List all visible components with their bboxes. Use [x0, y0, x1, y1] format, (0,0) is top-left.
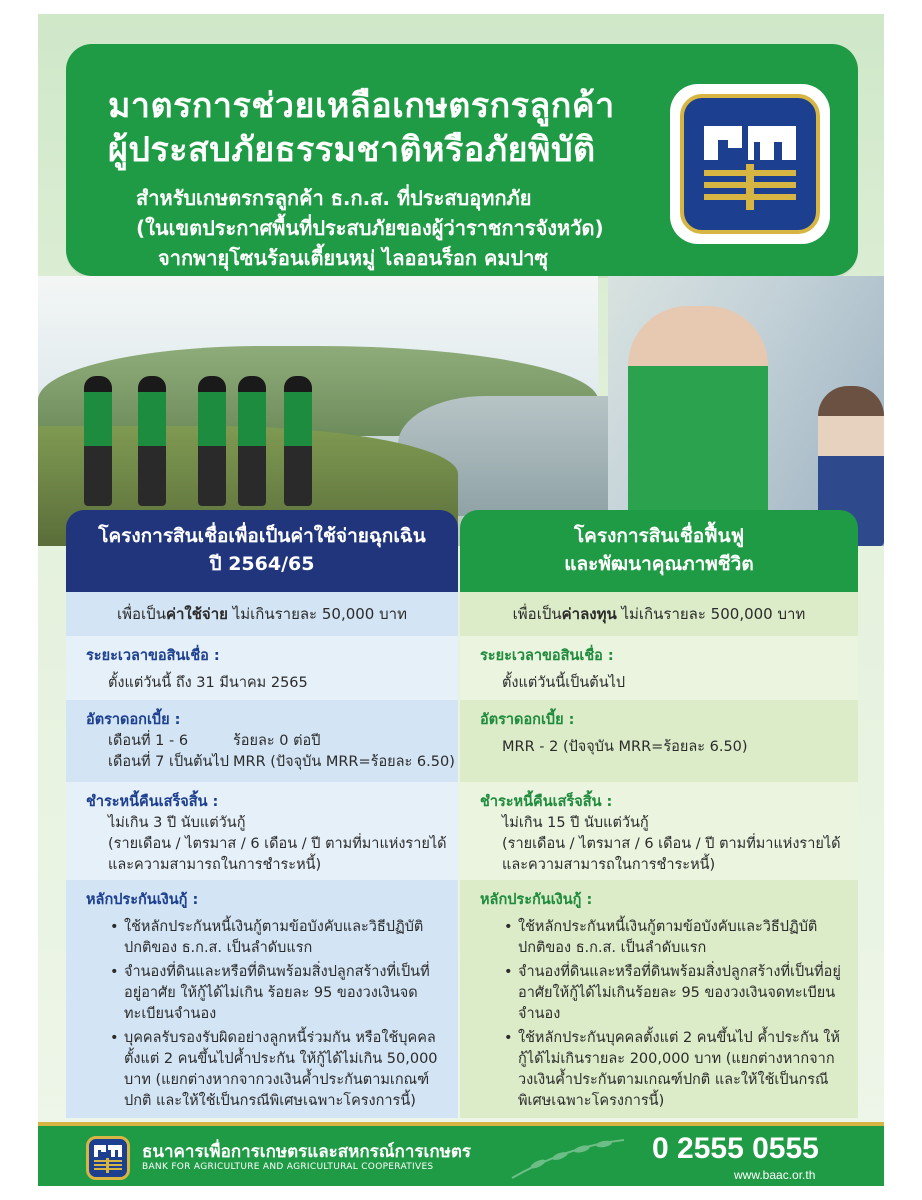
right-rate-section: อัตราดอกเบี้ย : MRR - 2 (ปัจจุบัน MRR=ร้อยละ 6.50) [460, 700, 858, 782]
list-item: • ใช้หลักประกันบุคคลตั้งแต่ 2 คนขึ้นไป ค้ำประกัน ให้กู้ได้ไม่เกินรายละ 200,000 บาท (แยกต่างหากจากวงเงินค้ำประกันตามเกณฑ์ปกติ และให้ใช้เป็นกรณีพิเศษเฉพาะโครงการนี้) [518, 1028, 846, 1112]
contact-phone: 0 2555 0555 [652, 1132, 819, 1165]
left-amount: เพื่อเป็นค่าใช้จ่าย ไม่เกินรายละ 50,000 บาท [66, 592, 458, 636]
list-item: • จำนองที่ดินและหรือที่ดินพร้อมสิ่งปลูกสร้างที่เป็นที่อยู่อาศัย ให้กู้ได้ไม่เกิน ร้อยละ 95 ของวงเงินจดทะเบียนจำนอง [124, 962, 446, 1025]
bank-name-thai: ธนาคารเพื่อการเกษตรและสหกรณ์การเกษตร [142, 1142, 472, 1162]
list-item: • ใช้หลักประกันหนี้เงินกู้ตามข้อบังคับและวิธีปฏิบัติ ปกติของ ธ.ก.ส. เป็นลำดับแรก [124, 917, 446, 959]
left-collateral-list [86, 917, 446, 1112]
website-url[interactable]: www.baac.or.th [734, 1168, 816, 1182]
left-rate-section: อัตราดอกเบี้ย : เดือนที่ 1 - 6 ร้อยละ 0 ต่อปี เดือนที่ 7 เป็นต้นไป MRR (ปัจจุบัน MRR=ร้อยละ 6.50) [66, 700, 458, 782]
list-item: • บุคคลรับรองรับผิดอย่างลูกหนี้ร่วมกัน หรือใช้บุคคลตั้งแต่ 2 คนขึ้นไปค้ำประกัน ให้กู้ได้ไม่เกิน 50,000 บาท (แยกต่างหากจากวงเงินค้ำประกันตามเกณฑ์ปกติ และให้ใช้เป็นกรณีพิเศษเฉพาะโครงการนี้) [124, 1028, 446, 1112]
subtitle-line-2: (ในเขตประกาศพื้นที่ประสบภัยของผู้ว่าราชการจังหวัด) [136, 216, 604, 240]
footer-bar [38, 1122, 884, 1186]
poster [38, 14, 884, 1186]
rate-row-1: เดือนที่ 1 - 6 ร้อยละ 0 ต่อปี [108, 733, 321, 749]
flood-photo-collage [38, 276, 884, 546]
baac-footer-logo-icon [86, 1136, 130, 1180]
rice-stalk-icon [508, 1136, 628, 1182]
list-item: • ใช้หลักประกันหนี้เงินกู้ตามข้อบังคับและวิธีปฏิบัติ ปกติของ ธ.ก.ส. เป็นลำดับแรก [518, 917, 846, 959]
right-repay-section: ชำระหนี้คืนเสร็จสิ้น : ไม่เกิน 15 ปี นับแต่วันกู้ (รายเดือน / ไตรมาส / 6 เดือน / ปี ตามที่มาแห่งรายได้ และความสามารถในการชำระหนี้) [460, 782, 858, 880]
title-line-1: มาตรการช่วยเหลือเกษตรกรลูกค้า [108, 86, 615, 126]
title-line-2: ผู้ประสบภัยธรรมชาติหรือภัยพิบัติ [108, 130, 596, 170]
right-program-heading: โครงการสินเชื่อฟื้นฟู และพัฒนาคุณภาพชีวิต [460, 510, 858, 592]
bank-name-english: BANK FOR AGRICULTURE AND AGRICULTURAL COOPERATIVES [142, 1162, 434, 1172]
left-period-section: ระยะเวลาขอสินเชื่อ : ตั้งแต่วันนี้ ถึง 31 มีนาคม 2565 [66, 636, 458, 700]
right-amount: เพื่อเป็นค่าลงทุน ไม่เกินรายละ 500,000 บาท [460, 592, 858, 636]
baac-logo [670, 84, 830, 244]
subtitle-line-1: สำหรับเกษตรกรลูกค้า ธ.ก.ส. ที่ประสบอุทกภัย [136, 186, 532, 210]
right-collateral-list [480, 917, 846, 1112]
rate-row-2: เดือนที่ 7 เป็นต้นไป MRR (ปัจจุบัน MRR=ร้อยละ 6.50) [108, 754, 455, 770]
left-program-heading: โครงการสินเชื่อเพื่อเป็นค่าใช้จ่ายฉุกเฉิน ปี 2564/65 [66, 510, 458, 592]
right-collateral-section: หลักประกันเงินกู้ : • ใช้หลักประกันหนี้เงินกู้ตามข้อบังคับและวิธีปฏิบัติ ปกติของ ธ.ก.ส. เป็นลำดับแรก • จำนองที่ดินและหรือที่ดินพร้อมสิ่งปลูกสร้างที่เป็นที่อยู่อาศัยให้กู้ได้ไม่เกินร้อยละ 95 ของวงเงินจดทะเบียนจำนอง • ใช้หลักประกันบุคคลตั้งแต่ 2 คนขึ้นไป ค้ำประกัน ให้กู้ได้ไม่เกินรายละ 200,000 บาท (แยกต่างหากจากวงเงินค้ำประกันตามเกณฑ์ปกติ และให้ใช้เป็นกรณีพิเศษเฉพาะโครงการนี้) [460, 880, 858, 1118]
list-item: • จำนองที่ดินและหรือที่ดินพร้อมสิ่งปลูกสร้างที่เป็นที่อยู่อาศัยให้กู้ได้ไม่เกินร้อยละ 95 ของวงเงินจดทะเบียนจำนอง [518, 962, 846, 1025]
left-repay-section: ชำระหนี้คืนเสร็จสิ้น : ไม่เกิน 3 ปี นับแต่วันกู้ (รายเดือน / ไตรมาส / 6 เดือน / ปี ตามที่มาแห่งรายได้ และความสามารถในการชำระหนี้) [66, 782, 458, 880]
header-banner [66, 44, 858, 276]
subtitle-line-3: จากพายุโซนร้อนเตี้ยนหมู่ ไลออนร็อก คมปาซุ [158, 246, 549, 270]
left-collateral-section: หลักประกันเงินกู้ : • ใช้หลักประกันหนี้เงินกู้ตามข้อบังคับและวิธีปฏิบัติ ปกติของ ธ.ก.ส. เป็นลำดับแรก • จำนองที่ดินและหรือที่ดินพร้อมสิ่งปลูกสร้างที่เป็นที่อยู่อาศัย ให้กู้ได้ไม่เกิน ร้อยละ 95 ของวงเงินจดทะเบียนจำนอง • บุคคลรับรองรับผิดอย่างลูกหนี้ร่วมกัน หรือใช้บุคคลตั้งแต่ 2 คนขึ้นไปค้ำประกัน ให้กู้ได้ไม่เกิน 50,000 บาท (แยกต่างหากจากวงเงินค้ำประกันตามเกณฑ์ปกติ และให้ใช้เป็นกรณีพิเศษเฉพาะโครงการนี้) [66, 880, 458, 1118]
baac-logo-icon [680, 94, 820, 234]
right-period-section: ระยะเวลาขอสินเชื่อ : ตั้งแต่วันนี้เป็นต้นไป [460, 636, 858, 700]
